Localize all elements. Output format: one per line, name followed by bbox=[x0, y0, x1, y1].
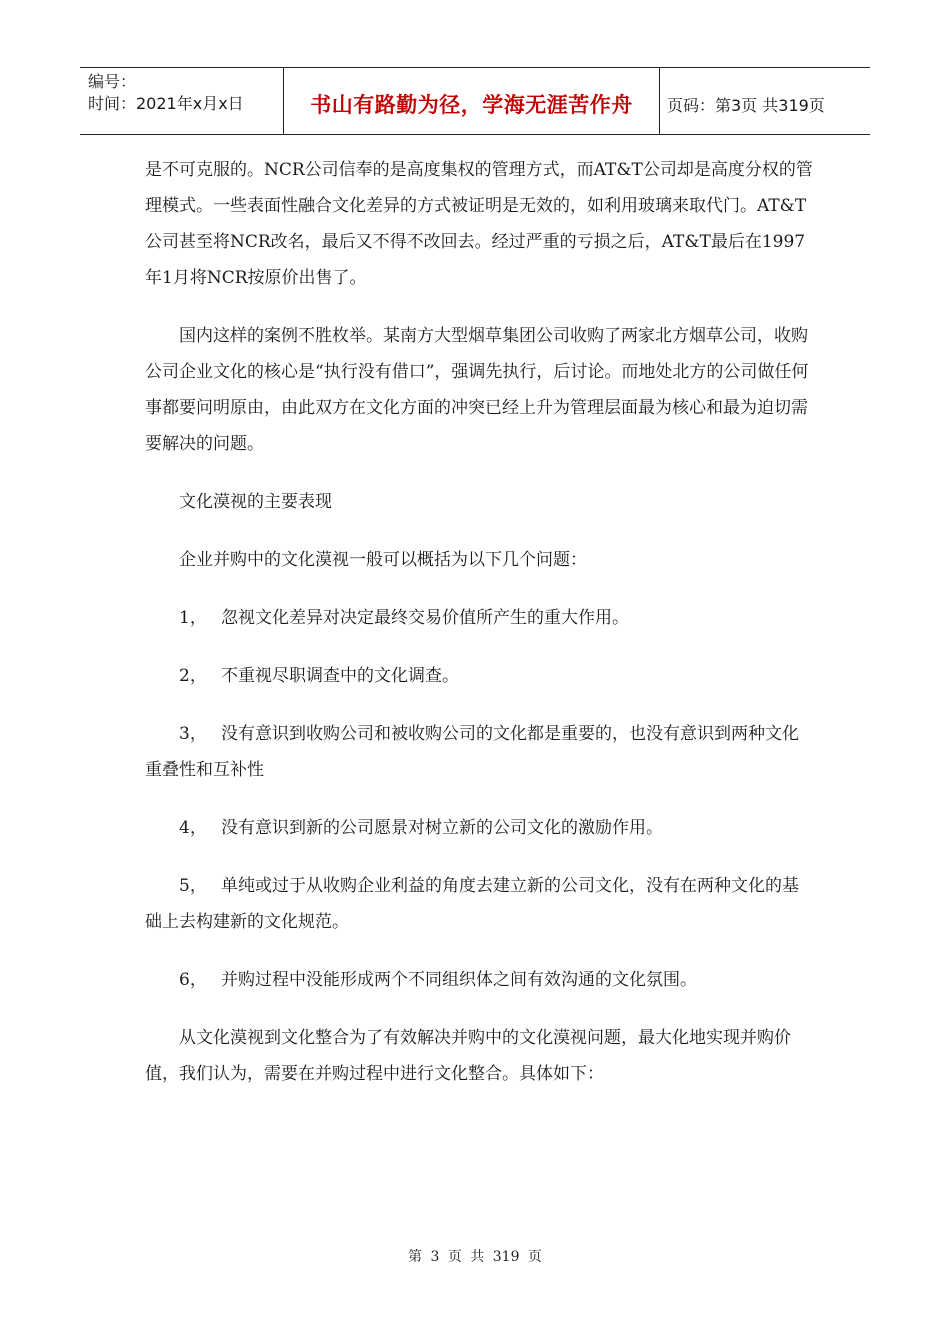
list-item bbox=[145, 810, 815, 846]
list-item-text: 没有意识到收购公司和被收购公司的文化都是重要的，也没有意识到两种文化重叠性和互补性 bbox=[145, 724, 799, 780]
list-item bbox=[145, 716, 815, 788]
list-item-number: 2， bbox=[179, 666, 207, 686]
list-item bbox=[145, 868, 815, 940]
list-item-number: 4， bbox=[179, 818, 207, 838]
list-item-text: 忽视文化差异对决定最终交易价值所产生的重大作用。 bbox=[221, 608, 629, 628]
list-item bbox=[145, 962, 815, 998]
page-header bbox=[80, 67, 870, 135]
list-item-text: 不重视尽职调查中的文化调查。 bbox=[221, 666, 459, 686]
list-item-number: 5， bbox=[179, 876, 207, 896]
header-page-info: 页码：第3页 共319页 bbox=[667, 95, 825, 115]
number-label: 编号： bbox=[88, 72, 137, 91]
list-item-text: 单纯或过于从收购企业利益的角度去建立新的公司文化，没有在两种文化的基础上去构建新的文化规范。 bbox=[145, 876, 799, 932]
list-item bbox=[145, 600, 815, 636]
list-item bbox=[145, 658, 815, 694]
list-item-number: 1， bbox=[179, 608, 207, 628]
section-heading: 文化漠视的主要表现 bbox=[179, 492, 332, 512]
header-meta bbox=[80, 68, 283, 134]
paragraph-1: 是不可克服的。NCR公司信奉的是高度集权的管理方式，而AT&T公司却是高度分权的管理模式。一些表面性融合文化差异的方式被证明是无效的，如利用玻璃来取代门。AT&T公司甚至将NCR改名，最后又不得不改回去。经过严重的亏损之后，AT&T最后在1997年1月将NCR按原价出售了。 bbox=[145, 160, 813, 288]
date-label: 时间：2021年x月x日 bbox=[88, 94, 244, 113]
paragraph-2: 国内这样的案例不胜枚举。某南方大型烟草集团公司收购了两家北方烟草公司，收购公司企业文化的核心是“执行没有借口”，强调先执行，后讨论。而地处北方的公司做任何事都要问明原由，由此双方在文化方面的冲突已经上升为管理层面最为核心和最为迫切需要解决的问题。 bbox=[145, 326, 809, 454]
header-motto: 书山有路勤为径，学海无涯苦作舟 bbox=[310, 93, 633, 117]
list-item-text: 并购过程中没能形成两个不同组织体之间有效沟通的文化氛围。 bbox=[221, 970, 697, 990]
list-item-text: 没有意识到新的公司愿景对树立新的公司文化的激励作用。 bbox=[221, 818, 663, 838]
conclusion-paragraph: 从文化漠视到文化整合为了有效解决并购中的文化漠视问题，最大化地实现并购价值，我们认为，需要在并购过程中进行文化整合。具体如下： bbox=[145, 1028, 791, 1084]
list-item-number: 6， bbox=[179, 970, 207, 990]
list-item-number: 3， bbox=[179, 724, 207, 744]
document-body bbox=[145, 152, 815, 1114]
page-footer: 第 3 页 共 319 页 bbox=[408, 1249, 542, 1265]
list-intro: 企业并购中的文化漠视一般可以概括为以下几个问题： bbox=[179, 550, 587, 570]
header-motto-cell bbox=[283, 68, 660, 134]
